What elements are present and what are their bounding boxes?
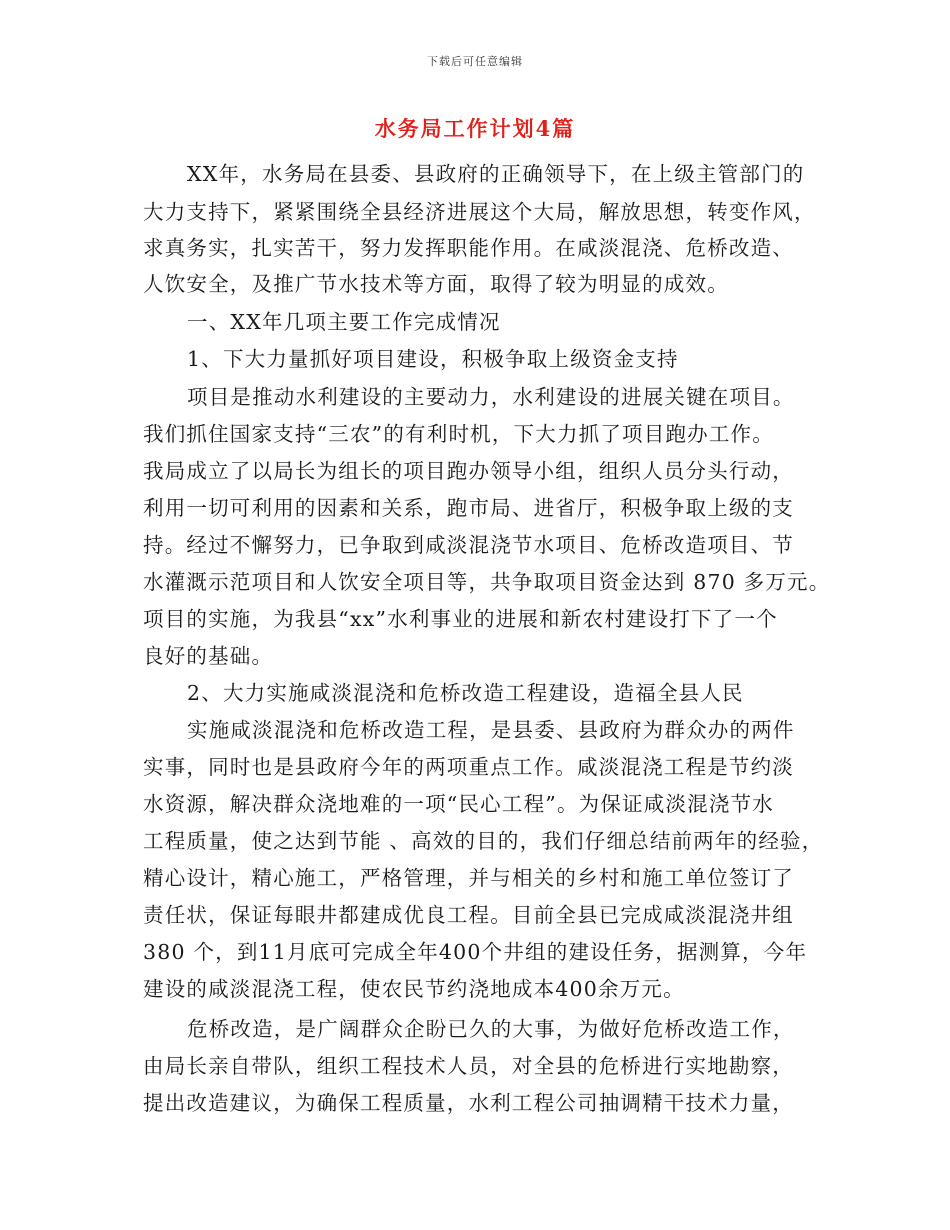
paragraph-line: 水资源，解决群众浇地难的一项“民心工程”。为保证咸淡混浇节水 [143, 792, 774, 816]
paragraph-line: 实事，同时也是县政府今年的两项重点工作。咸淡混浇工程是节约淡 [143, 755, 794, 779]
section-heading: 一、XX年几项主要工作完成情况 [187, 310, 501, 334]
paragraph-line: XX年，水务局在县委、县政府的正确领导下，在上级主管部门的 [187, 162, 805, 186]
paragraph-line: 380 个，到11月底可完成全年400个井组的建设任务，据测算，今年 [143, 940, 808, 964]
paragraph-line: 危桥改造，是广阔群众企盼已久的大事，为做好危桥改造工作， [187, 1017, 795, 1041]
paragraph-line: 我局成立了以局长为组长的项目跑办领导小组，组织人员分头行动， [143, 459, 794, 483]
paragraph-line: 提出改造建议，为确保工程质量，水利工程公司抽调精干技术力量， [143, 1091, 794, 1115]
paragraph-line: 良好的基础。 [143, 644, 274, 668]
paragraph-line: 我们抓住国家支持“三农”的有利时机，下大力抓了项目跑办工作。 [143, 422, 774, 446]
paragraph-line: 项目是推动水利建设的主要动力，水利建设的进展关键在项目。 [187, 385, 795, 409]
paragraph-line: 水灌溉示范项目和人饮安全项目等，共争取项目资金达到 870 多万元。 [143, 570, 831, 594]
paragraph-line: 项目的实施，为我县“xx”水利事业的进展和新农村建设打下了一个 [143, 607, 778, 631]
paragraph-line: 大力支持下，紧紧围绕全县经济进展这个大局，解放思想，转变作风， [143, 200, 816, 224]
paragraph-line: 求真务实，扎实苦干，努力发挥职能作用。在咸淡混浇、危桥改造、 [143, 236, 794, 260]
paragraph-line: 实施咸淡混浇和危桥改造工程，是县委、县政府为群众办的两件 [187, 718, 795, 742]
paragraph-line: 建设的咸淡混浇工程，使农民节约浇地成本400余万元。 [143, 977, 685, 1001]
subsection-heading: 1、下大力量抓好项目建设，积极争取上级资金支持 [187, 347, 679, 371]
document-title: 水务局工作计划4篇 [374, 116, 576, 141]
paragraph-line: 利用一切可利用的因素和关系，跑市局、进省厅，积极争取上级的支 [143, 496, 794, 520]
header-note: 下载后可任意编辑 [427, 55, 523, 68]
paragraph-line: 工程质量，使之达到节能 、高效的目的，我们仔细总结前两年的经验， [143, 829, 824, 853]
paragraph-line: 持。经过不懈努力，已争取到咸淡混浇节水项目、危桥改造项目、节 [143, 533, 794, 557]
paragraph-line: 责任状，保证每眼井都建成优良工程。目前全县已完成咸淡混浇井组 [143, 903, 794, 927]
subsection-heading: 2、大力实施咸淡混浇和危桥改造工程建设，造福全县人民 [187, 681, 744, 705]
paragraph-line: 由局长亲自带队，组织工程技术人员，对全县的危桥进行实地勘察， [143, 1054, 794, 1078]
paragraph-line: 精心设计，精心施工，严格管理，并与相关的乡村和施工单位签订了 [143, 866, 794, 890]
paragraph-line: 人饮安全，及推广节水技术等方面，取得了较为明显的成效。 [143, 272, 729, 296]
